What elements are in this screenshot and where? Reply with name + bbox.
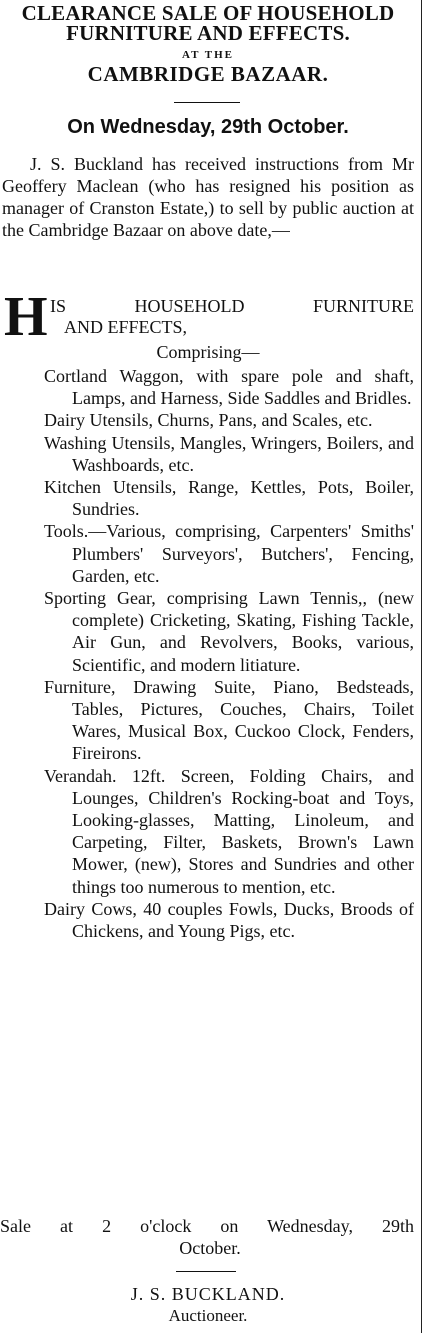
list-item: Dairy Cows, 40 couples Fowls, Ducks, Broods of Chickens, and Young Pigs, etc. [44,898,414,942]
item-list [0,365,414,942]
sale-date: On Wednesday, 29th October. [67,116,349,138]
list-item: Furniture, Drawing Suite, Piano, Bedsteads, Tables, Pictures, Couches, Chairs, Toilet Wares, Musical Box, Cuckoo Clock, Fenders, Fireirons. [44,676,414,764]
list-item: Dairy Utensils, Churns, Pans, and Scales, etc. [44,410,373,431]
list-item: Washing Utensils, Mangles, Wringers, Boilers, and Washboards, etc. [44,432,414,475]
headline-line-2: FURNITURE AND EFFECTS. [66,21,350,45]
drop-cap: H [4,286,48,348]
divider-rule [174,102,240,103]
venue-name: CAMBRIDGE BAZAAR. [87,62,329,86]
sale-time-line-2: October. [179,1238,241,1258]
intro-paragraph: J. S. Buckland has received instructions from Mr Geoffery Maclean (who has resigned his position as manager of Cranston Estate,) to sell by public auction at the Cambridge Bazaar on above date,— [2,154,414,240]
headline-line-1: CLEARANCE SALE OF HOUSEHOLD [21,1,395,25]
list-item: Sporting Gear, comprising Lawn Tennis,, (new complete) Cricketing, Skating, Fishing Tackle, Air Gun, and Revolvers, Books, various, Scientific, and modern litiature. [44,588,414,675]
list-item: Kitchen Utensils, Range, Kettles, Pots, Boiler, Sundries. [44,477,414,520]
list-item: Cortland Waggon, with spare pole and shaft, Lamps, and Harness, Side Saddles and Bridles. [44,366,414,409]
column-rule [421,0,422,1333]
comprising-label: Comprising— [156,342,260,362]
list-item: Tools.—Various, comprising, Carpenters' Smiths' Plumbers' Surveyors', Butchers', Fencing, Garden, etc. [44,521,414,586]
auctioneer-role: Auctioneer. [168,1306,248,1325]
section-heading-line-1: IS HOUSEHOLD FURNITURE [50,296,414,316]
section-heading-line-2: AND EFFECTS, [64,317,188,337]
section-heading [50,296,414,338]
at-the-label: AT THE [181,49,235,61]
auctioneer-name: J. S. BUCKLAND. [130,1284,286,1304]
sale-time [0,1215,414,1259]
list-item: Verandah. 12ft. Screen, Folding Chairs, and Lounges, Children's Rocking-boat and Toys, Looking-glasses, Matting, Linoleum, and Carpeting, Filter, Baskets, Brown's Lawn Mower, (new), Stores and Sundries and other things too numerous to mention, etc. [44,765,414,897]
divider-rule [176,1271,236,1272]
sale-time-line-1: Sale at 2 o'clock on Wednesday, 29th [0,1216,414,1236]
